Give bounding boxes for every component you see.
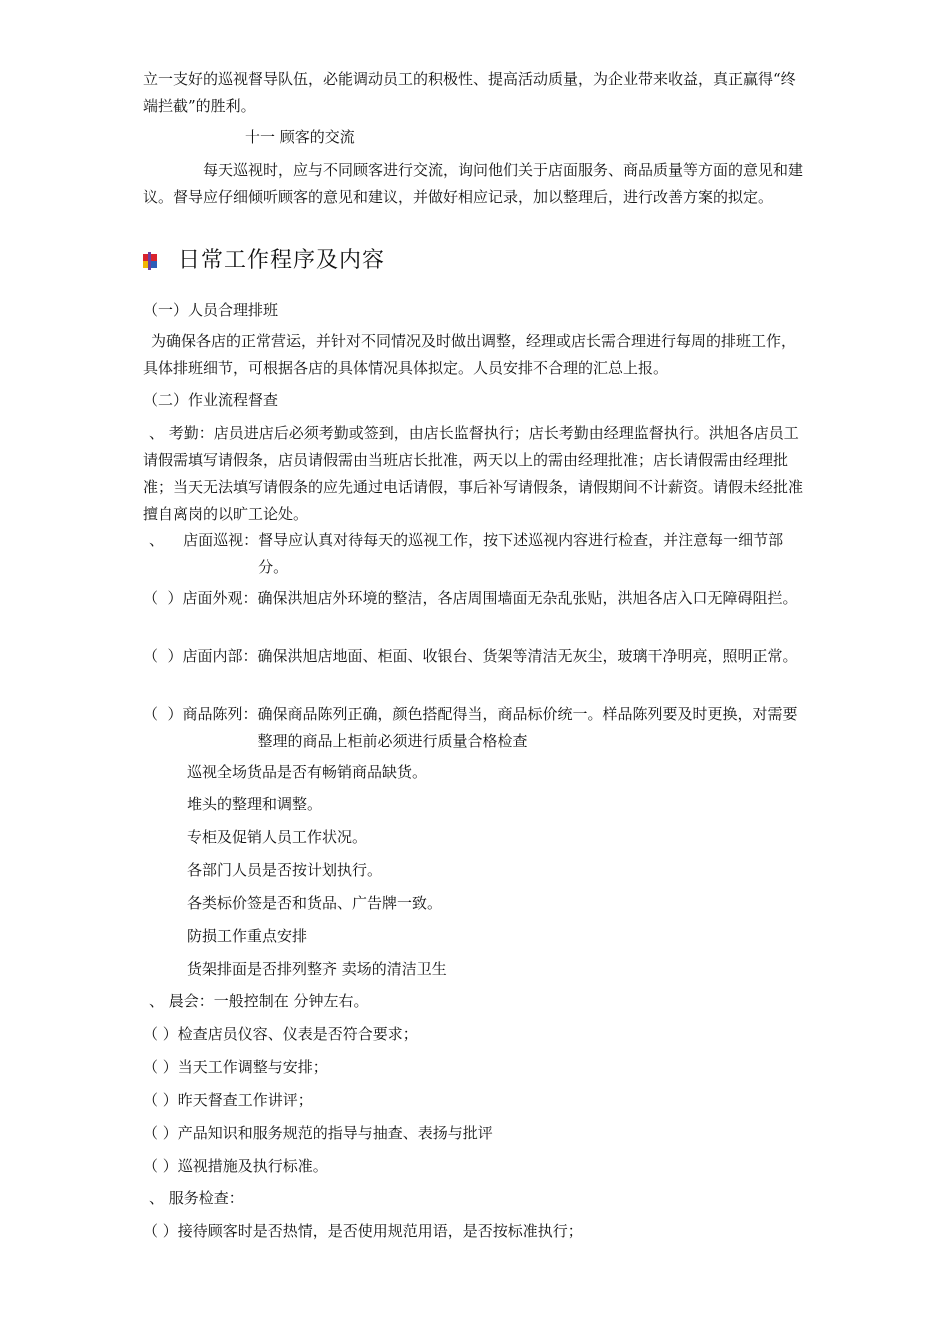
check-item: 专柜及促销人员工作状况。 [187, 828, 368, 846]
main-heading-text: 日常工作程序及内容 [178, 248, 386, 273]
service-check: 、 服务检查： [149, 1189, 244, 1207]
attendance-paragraph: 、 考勤：店员进店后必须考勤或签到，由店长监督执行；店长考勤由经理监督执行。洪旭各店员工请假需填写请假条，店员请假需由当班店长批准，两天以上的需由经理批准；店长请假需由经理批准；当天无法填写请假条的应先通过电话请假，事后补写请假条，请假期间不计薪资。请假未经批准擅自离岗的以旷工论处。 [143, 424, 804, 523]
patrol-item [143, 527, 808, 581]
check-item: 堆头的整理和调整。 [187, 795, 323, 813]
patrol-text: 督导应认真对待每天的巡视工作，按下述巡视内容进行检查，并注意每一细节部分。 [258, 531, 784, 576]
check-item: 货架排面是否排列整齐 卖场的清洁卫生 [187, 960, 447, 978]
check-item: 各类标价签是否和货品、广告牌一致。 [187, 894, 443, 912]
exterior-text: 确保洪旭店外环境的整洁，各店周围墙面无杂乱张贴，洪旭各店入口无障碍阻拦。 [257, 589, 798, 607]
check-item: 各部门人员是否按计划执行。 [187, 861, 383, 879]
bullet-icon [143, 254, 157, 268]
meeting-item: （ ）昨天督查工作讲评； [143, 1091, 313, 1109]
interior-marker: （ ）店面内部： [143, 647, 258, 665]
display-text: 确保商品陈列正确，颜色搭配得当，商品标价统一。样品陈列要及时更换，对需要整理的商品上柜前必须进行质量合格检查 [257, 705, 798, 750]
check-item: 防损工作重点安排 [187, 927, 308, 945]
part2-title: （二）作业流程督查 [143, 391, 279, 409]
main-heading [143, 244, 385, 278]
display-item [143, 701, 808, 755]
display-marker: （ ）商品陈列： [143, 705, 258, 723]
exterior-marker: （ ）店面外观： [143, 589, 258, 607]
patrol-marker: 、 店面巡视： [149, 531, 259, 549]
meeting-item: （ ）检查店员仪容、仪表是否符合要求； [143, 1025, 418, 1043]
meeting-item: （ ）巡视措施及执行标准。 [143, 1157, 328, 1175]
intro-paragraph: 立一支好的巡视督导队伍，必能调动员工的积极性、提高活动质量，为企业带来收益，真正赢得“终端拦截”的胜利。 [143, 70, 796, 115]
interior-item [143, 643, 808, 670]
part1-body: 为确保各店的正常营运，并针对不同情况及时做出调整，经理或店长需合理进行每周的排班工作，具体排班细节，可根据各店的具体情况具体拟定。人员安排不合理的汇总上报。 [143, 332, 797, 377]
exterior-item [143, 585, 808, 612]
part1-title: （一）人员合理排班 [143, 301, 279, 319]
check-item: 巡视全场货品是否有畅销商品缺货。 [187, 763, 428, 781]
meeting-item: （ ）当天工作调整与安排； [143, 1058, 328, 1076]
section-11-body: 每天巡视时，应与不同顾客进行交流，询问他们关于店面服务、商品质量等方面的意见和建议。督导应仔细倾听顾客的意见和建议，并做好相应记录，加以整理后，进行改善方案的拟定。 [143, 161, 804, 206]
section-11-title: 十一 顾客的交流 [245, 128, 355, 146]
morning-meeting: 、 晨会：一般控制在 分钟左右。 [149, 992, 369, 1010]
service-item: （ ）接待顾客时是否热情，是否使用规范用语，是否按标准执行； [143, 1222, 583, 1240]
interior-text: 确保洪旭店地面、柜面、收银台、货架等清洁无灰尘，玻璃干净明亮，照明正常。 [257, 647, 798, 665]
meeting-item: （ ）产品知识和服务规范的指导与抽查、表扬与批评 [143, 1124, 493, 1142]
